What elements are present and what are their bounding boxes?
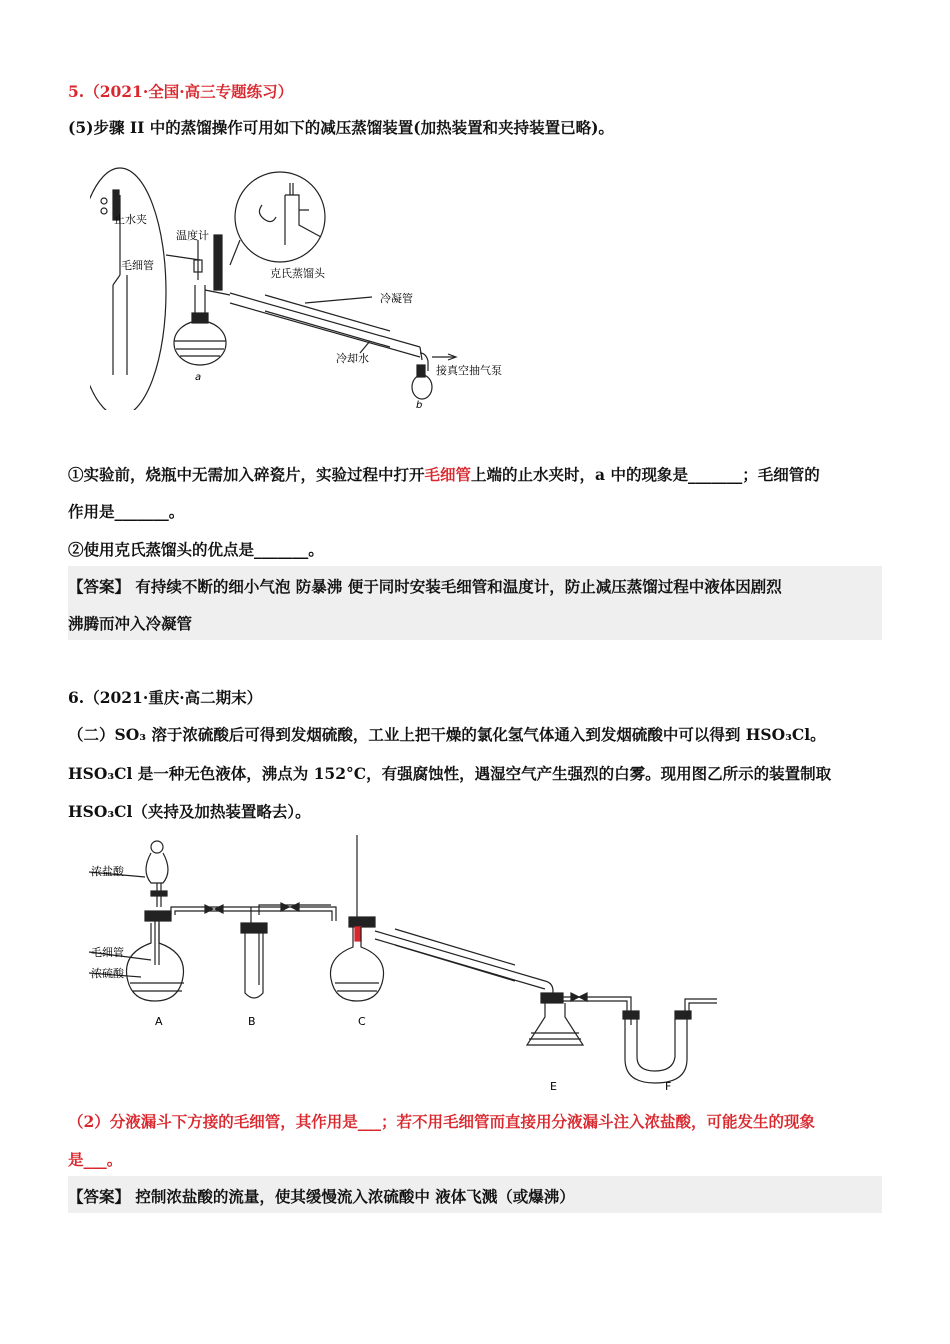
flask-a <box>174 321 226 365</box>
q5-answer-line2: 沸腾而冲入冷凝管 <box>68 614 193 633</box>
label-F: F <box>665 1080 672 1093</box>
claisen-magnifier <box>235 172 325 262</box>
q6-stem-line3: HSO₃Cl（夹持及加热装置略去）。 <box>68 802 311 821</box>
q5-source: （2021·全国·高三专题练习） <box>84 82 294 101</box>
q6-answer: 【答案】 控制浓盐酸的流量，使其缓慢流入浓硫酸中 液体飞溅（或爆沸） <box>68 1187 575 1206</box>
q5-q1-highlight: 毛细管 <box>424 465 472 484</box>
label-E: E <box>550 1080 557 1093</box>
q5-number: 5. <box>68 82 85 101</box>
condenser-label: 冷凝管 <box>380 292 413 305</box>
q6-question-line2: 是___。 <box>68 1150 123 1169</box>
capillary-label: 毛细管 <box>121 259 154 272</box>
thermometer-label: 温度计 <box>176 229 209 242</box>
hcl-label: 浓盐酸 <box>91 865 124 878</box>
q5-q1-text-a: ①实验前，烧瓶中无需加入碎瓷片，实验过程中打开 <box>68 465 425 484</box>
q6-question-line1: （2）分液漏斗下方接的毛细管，其作用是___；若不用毛细管而直接用分液漏斗注入浓盐酸，可能发生的现象 <box>68 1112 816 1131</box>
capillary-magnifier <box>90 168 166 410</box>
q6-header <box>68 686 262 708</box>
q6-source: （2021·重庆·高二期末） <box>84 688 263 707</box>
q6-number: 6. <box>68 688 85 707</box>
flask-a-label: a <box>195 372 202 383</box>
q5-stem: (5)步骤 II 中的蒸馏操作可用如下的减压蒸馏装置(加热装置和夹持装置已略)。 <box>68 118 614 137</box>
label-C: C <box>358 1015 366 1028</box>
h2so4-label: 浓硫酸 <box>91 967 124 980</box>
claisen-label: 克氏蒸馏头 <box>270 267 325 280</box>
q5-distillation-figure <box>90 165 530 410</box>
flask-b <box>412 375 432 399</box>
q5-q1-text-b: 上端的止水夹时，a 中的现象是_______；毛细管的 <box>471 465 820 484</box>
q5-question-2: ②使用克氏蒸馏头的优点是_______。 <box>68 540 324 559</box>
flask-b-label: b <box>416 400 423 410</box>
q6-stem-line2: HSO₃Cl 是一种无色液体，沸点为 152°C，有强腐蚀性，遇湿空气产生强烈的白雾。现用图乙所示的装置制取 <box>68 764 832 783</box>
pump-label: 接真空抽气泵 <box>436 364 502 377</box>
q5-answer-line1: 【答案】 有持续不断的细小气泡 防暴沸 便于同时安装毛细管和温度计，防止减压蒸馏过程中液体因剧烈 <box>68 577 782 596</box>
label-A: A <box>155 1015 163 1028</box>
cooling-water-label: 冷却水 <box>336 352 369 365</box>
q5-answer-box <box>68 566 882 640</box>
capillary-label-6: 毛细管 <box>91 946 124 959</box>
label-B: B <box>248 1015 256 1028</box>
stop-clip-label: 止水夹 <box>114 213 147 226</box>
q6-apparatus-figure <box>85 835 725 1095</box>
q5-question-1 <box>68 463 820 485</box>
q6-answer-box <box>68 1176 882 1213</box>
q5-question-1-line2: 作用是_______。 <box>68 502 185 521</box>
q6-stem-line1: （二）SO₃ 溶于浓硫酸后可得到发烟硫酸，工业上把干燥的氯化氢气体通入到发烟硫酸中可以得到 HSO₃Cl。 <box>68 725 826 744</box>
q5-header <box>68 80 293 102</box>
